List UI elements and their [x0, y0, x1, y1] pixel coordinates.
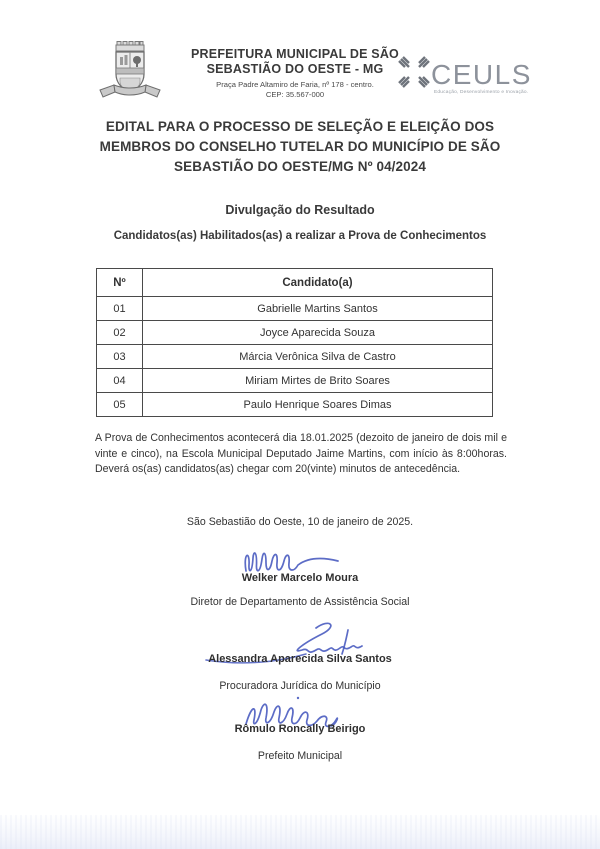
subheading: Candidatos(as) Habilitados(as) a realizar a Prova de Conhecimentos	[113, 230, 487, 242]
candidates-table	[96, 268, 493, 417]
candidate-number: 03	[97, 345, 143, 369]
candidate-number: 04	[97, 369, 143, 393]
ceuls-tagline: Educação, Desenvolvimento e Inovação.	[434, 90, 529, 95]
ceuls-wordmark: CEULS	[431, 58, 532, 90]
candidate-name: Márcia Verônica Silva de Castro	[143, 345, 493, 369]
column-header-candidate: Candidato(a)	[143, 269, 493, 297]
signatory-role: Diretor de Departamento de Assistência Social	[190, 596, 410, 608]
ceuls-diamond-icon	[397, 55, 431, 94]
signatory-name: Welker Marcelo Moura	[241, 572, 359, 584]
org-address: Praça Padre Altamiro de Faria, nº 178 - centro.	[216, 80, 374, 89]
org-cep: CEP: 35.567-000	[265, 89, 325, 99]
title-line-2: MEMBROS DO CONSELHO TUTELAR DO MUNICÍPIO DE SÃO	[99, 139, 501, 154]
signatory-role: Prefeito Municipal	[257, 750, 343, 762]
table-row	[97, 369, 493, 393]
column-header-number: Nº	[97, 269, 143, 297]
document-title	[40, 117, 560, 177]
table-row	[97, 393, 493, 417]
candidate-name: Paulo Henrique Soares Dimas	[143, 393, 493, 417]
table-row	[97, 345, 493, 369]
candidate-number: 01	[97, 297, 143, 321]
ceuls-logo	[397, 55, 532, 95]
signatory-name: Rômulo Roncally Beirigo	[234, 723, 366, 735]
result-heading: Divulgação do Resultado	[225, 203, 375, 217]
scan-artifact-band	[0, 815, 600, 849]
table-row	[97, 297, 493, 321]
signatory-role: Procuradora Jurídica do Município	[219, 680, 381, 692]
body-paragraph: A Prova de Conhecimentos acontecerá dia 18.01.2025 (dezoito de janeiro de dois mil e vinte e cinco), na Escola Municipal Deputado Jaime Martins, com início às 8:00horas. Deverá os(as) candidatos(as) chegar com 20(vinte) minutos de antecedência.	[95, 432, 507, 476]
table-header-row	[97, 269, 493, 297]
candidate-name: Miriam Mirtes de Brito Soares	[143, 369, 493, 393]
coat-of-arms-icon	[96, 40, 164, 106]
candidate-name: Gabrielle Martins Santos	[143, 297, 493, 321]
candidate-number: 05	[97, 393, 143, 417]
org-name-line1: PREFEITURA MUNICIPAL DE SÃO	[191, 47, 399, 61]
org-name-line2: SEBASTIÃO DO OESTE - MG	[206, 62, 384, 76]
date-line: São Sebastião do Oeste, 10 de janeiro de 2025.	[186, 516, 414, 528]
signatory-name: Alessandra Aparecida Silva Santos	[208, 653, 392, 665]
candidate-number: 02	[97, 321, 143, 345]
title-line-1: EDITAL PARA O PROCESSO DE SELEÇÃO E ELEIÇÃO DOS	[105, 119, 495, 134]
title-line-3: SEBASTIÃO DO OESTE/MG Nº 04/2024	[174, 159, 426, 174]
header-org-block	[172, 47, 418, 99]
candidate-name: Joyce Aparecida Souza	[143, 321, 493, 345]
table-row	[97, 321, 493, 345]
